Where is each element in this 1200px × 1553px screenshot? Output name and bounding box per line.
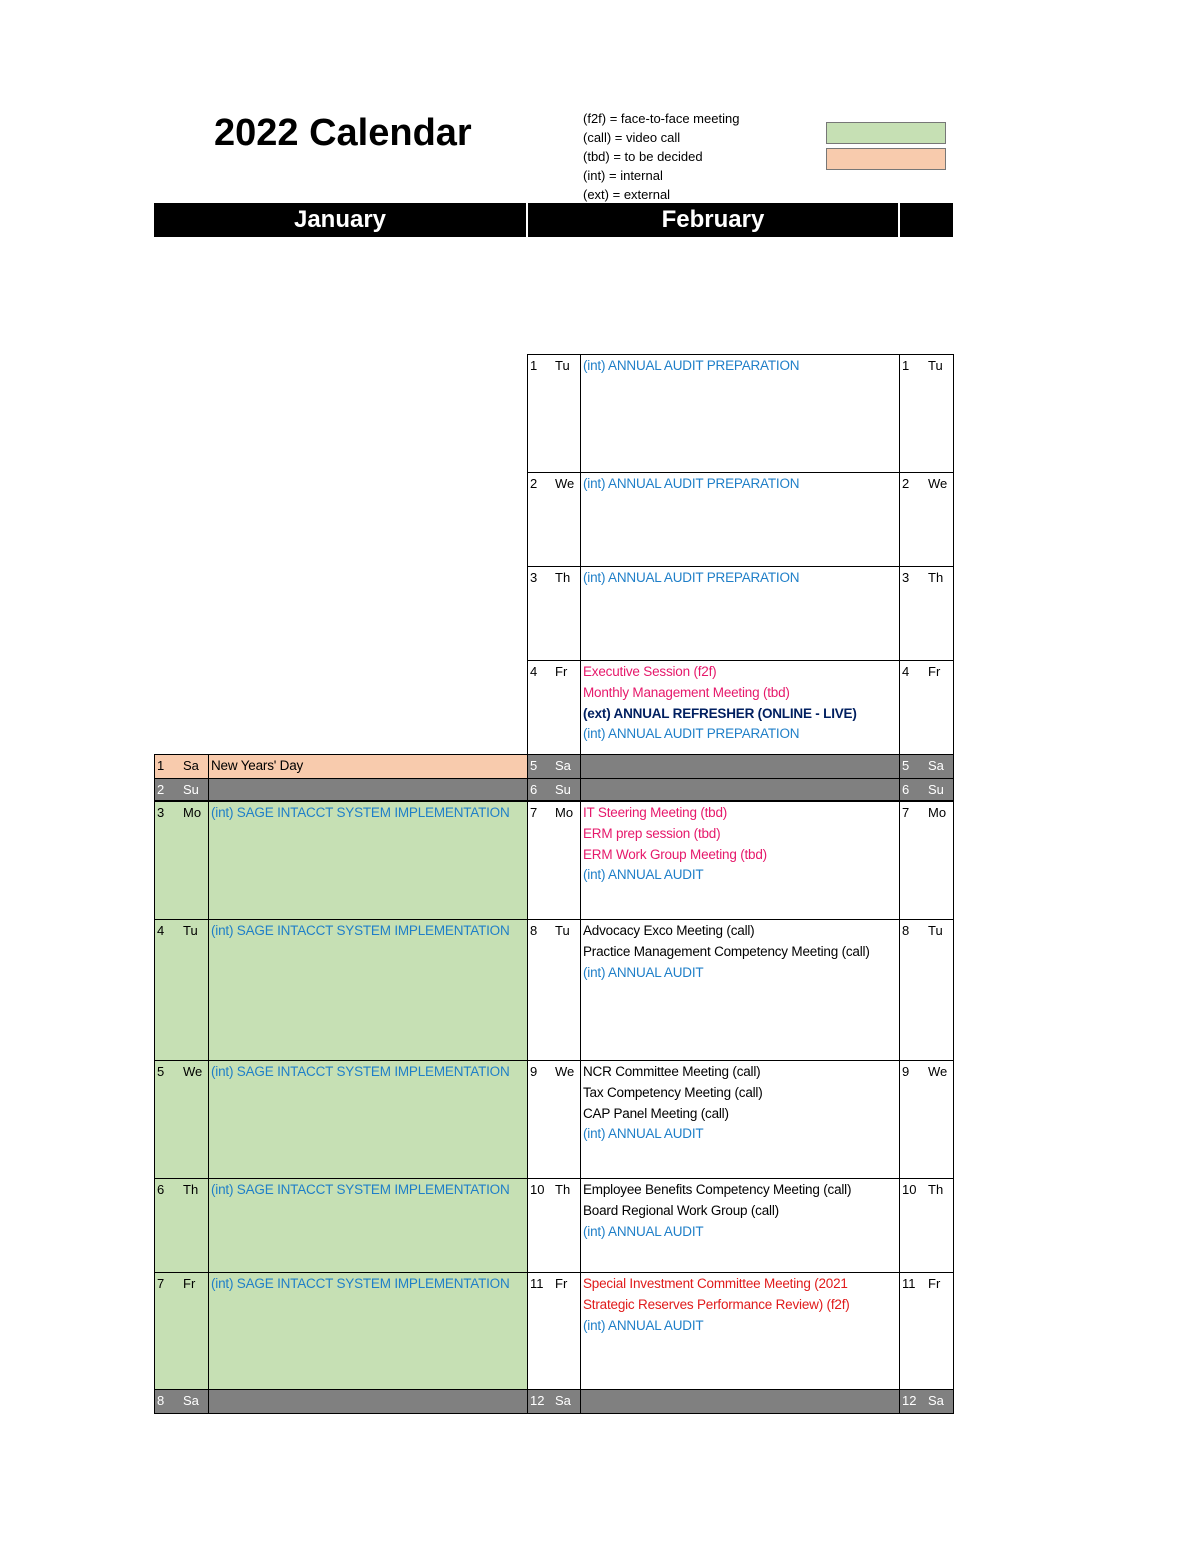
february-day-events-cell bbox=[580, 1060, 900, 1179]
february-day-number-cell bbox=[527, 778, 581, 801]
february-event: (int) ANNUAL AUDIT bbox=[583, 867, 704, 883]
february-day-events-cell bbox=[580, 354, 900, 473]
march-day-number-cell bbox=[899, 472, 954, 567]
february-day-of-week: Tu bbox=[555, 358, 570, 373]
february-day-of-week: Fr bbox=[555, 1276, 568, 1291]
january-day-of-week: Th bbox=[183, 1182, 199, 1197]
february-day-number: 4 bbox=[530, 664, 538, 679]
february-event: ERM Work Group Meeting (tbd) bbox=[583, 846, 767, 862]
february-event: Special Investment Committee Meeting (2021 bbox=[583, 1276, 848, 1291]
february-day-of-week: Th bbox=[555, 570, 571, 585]
legend-f2f: (f2f) = face-to-face meeting bbox=[583, 111, 740, 126]
february-day-events-cell bbox=[580, 566, 900, 661]
february-day-number-cell bbox=[527, 566, 581, 661]
february-day-of-week: Mo bbox=[555, 805, 574, 820]
january-event: New Years' Day bbox=[211, 758, 304, 773]
february-event: (int) ANNUAL AUDIT PREPARATION bbox=[583, 358, 800, 373]
march-day-of-week: Su bbox=[928, 782, 944, 797]
march-day-number-cell bbox=[899, 1060, 954, 1179]
february-event: IT Steering Meeting (tbd) bbox=[583, 805, 728, 820]
february-day-number-cell bbox=[527, 754, 581, 779]
february-day-of-week: Fr bbox=[555, 664, 568, 679]
march-day-number: 2 bbox=[902, 476, 910, 491]
january-day-number-cell bbox=[154, 801, 209, 920]
march-day-number-cell bbox=[899, 1389, 954, 1414]
march-day-number: 1 bbox=[902, 358, 910, 373]
january-event: (int) SAGE INTACCT SYSTEM IMPLEMENTATION bbox=[211, 1064, 510, 1079]
february-day-events-cell bbox=[580, 1272, 900, 1390]
march-day-number: 7 bbox=[902, 805, 910, 820]
march-day-of-week: Sa bbox=[928, 758, 944, 773]
february-day-of-week: Su bbox=[555, 782, 571, 797]
february-event: (int) ANNUAL AUDIT PREPARATION bbox=[583, 726, 800, 742]
january-day-number-cell bbox=[154, 1389, 209, 1414]
february-day-events-cell bbox=[580, 801, 900, 920]
february-event: ERM prep session (tbd) bbox=[583, 825, 721, 841]
march-day-of-week: Tu bbox=[928, 358, 943, 373]
march-day-number: 6 bbox=[902, 782, 910, 797]
january-event: (int) SAGE INTACCT SYSTEM IMPLEMENTATION bbox=[211, 1276, 510, 1291]
legend-peach-swatch bbox=[826, 148, 946, 170]
february-event: Practice Management Competency Meeting (call) bbox=[583, 943, 870, 959]
february-event: Employee Benefits Competency Meeting (call) bbox=[583, 1182, 852, 1197]
february-day-of-week: Th bbox=[555, 1182, 571, 1197]
january-day-number: 2 bbox=[157, 782, 165, 797]
january-event: (int) SAGE INTACCT SYSTEM IMPLEMENTATION bbox=[211, 805, 510, 820]
february-day-number: 2 bbox=[530, 476, 538, 491]
january-day-number: 5 bbox=[157, 1064, 165, 1079]
month-header-february: February bbox=[528, 203, 898, 237]
march-day-of-week: Sa bbox=[928, 1393, 944, 1408]
march-day-number-cell bbox=[899, 1178, 954, 1273]
january-day-number: 1 bbox=[157, 758, 165, 773]
january-day-number: 8 bbox=[157, 1393, 165, 1408]
february-day-number-cell bbox=[527, 1389, 581, 1414]
january-day-events-cell bbox=[208, 1389, 528, 1414]
january-day-number-cell bbox=[154, 919, 209, 1061]
march-day-of-week: Th bbox=[928, 1182, 944, 1197]
february-day-number: 10 bbox=[530, 1182, 545, 1197]
march-day-number: 8 bbox=[902, 923, 910, 938]
february-day-of-week: We bbox=[555, 1064, 575, 1079]
february-event: (int) ANNUAL AUDIT PREPARATION bbox=[583, 476, 800, 491]
february-event: Strategic Reserves Performance Review) (f2f) bbox=[583, 1296, 850, 1312]
january-day-number: 3 bbox=[157, 805, 165, 820]
march-day-number-cell bbox=[899, 1272, 954, 1390]
january-day-events-cell bbox=[208, 1060, 528, 1179]
february-day-of-week: Sa bbox=[555, 758, 571, 773]
month-header-march bbox=[900, 203, 953, 237]
march-day-number-cell bbox=[899, 354, 954, 473]
february-event: NCR Committee Meeting (call) bbox=[583, 1064, 761, 1079]
february-day-events-cell bbox=[580, 919, 900, 1061]
february-event: CAP Panel Meeting (call) bbox=[583, 1105, 729, 1121]
page-title: 2022 Calendar bbox=[214, 112, 472, 154]
february-event: Board Regional Work Group (call) bbox=[583, 1202, 779, 1218]
march-day-number: 3 bbox=[902, 570, 910, 585]
march-day-number: 10 bbox=[902, 1182, 917, 1197]
march-day-number-cell bbox=[899, 801, 954, 920]
january-day-of-week: Su bbox=[183, 782, 199, 797]
march-day-number-cell bbox=[899, 660, 954, 755]
january-day-number: 4 bbox=[157, 923, 165, 938]
january-day-events-cell bbox=[208, 754, 528, 779]
february-day-number: 8 bbox=[530, 923, 538, 938]
february-event: (int) ANNUAL AUDIT bbox=[583, 1126, 704, 1142]
january-day-events-cell bbox=[208, 778, 528, 801]
january-day-events-cell bbox=[208, 1178, 528, 1273]
february-day-events-cell bbox=[580, 1389, 900, 1414]
january-day-events-cell bbox=[208, 801, 528, 920]
february-event: (int) ANNUAL AUDIT PREPARATION bbox=[583, 570, 800, 585]
january-event: (int) SAGE INTACCT SYSTEM IMPLEMENTATION bbox=[211, 923, 510, 938]
february-event: (ext) ANNUAL REFRESHER (ONLINE - LIVE) bbox=[583, 705, 857, 721]
february-day-number: 9 bbox=[530, 1064, 538, 1079]
january-day-number-cell bbox=[154, 754, 209, 779]
february-day-events-cell bbox=[580, 1178, 900, 1273]
february-event: Monthly Management Meeting (tbd) bbox=[583, 684, 790, 700]
march-day-of-week: We bbox=[928, 1064, 948, 1079]
january-day-events-cell bbox=[208, 1272, 528, 1390]
february-day-number: 3 bbox=[530, 570, 538, 585]
february-day-number-cell bbox=[527, 1178, 581, 1273]
january-day-of-week: Fr bbox=[183, 1276, 196, 1291]
january-day-of-week: Mo bbox=[183, 805, 202, 820]
february-day-number: 6 bbox=[530, 782, 538, 797]
february-day-events-cell bbox=[580, 778, 900, 801]
february-event: (int) ANNUAL AUDIT bbox=[583, 964, 704, 980]
february-day-number-cell bbox=[527, 919, 581, 1061]
february-day-number: 12 bbox=[530, 1393, 545, 1408]
march-day-number-cell bbox=[899, 919, 954, 1061]
january-day-number: 6 bbox=[157, 1182, 165, 1197]
january-day-of-week: Tu bbox=[183, 923, 198, 938]
march-day-number-cell bbox=[899, 778, 954, 801]
march-day-number: 12 bbox=[902, 1393, 917, 1408]
february-day-events-cell bbox=[580, 754, 900, 779]
february-day-of-week: Sa bbox=[555, 1393, 571, 1408]
march-day-number-cell bbox=[899, 754, 954, 779]
march-day-of-week: Mo bbox=[928, 805, 947, 820]
february-day-number-cell bbox=[527, 1272, 581, 1390]
january-day-number-cell bbox=[154, 1272, 209, 1390]
february-day-number-cell bbox=[527, 801, 581, 920]
january-day-of-week: We bbox=[183, 1064, 203, 1079]
january-day-number-cell bbox=[154, 1060, 209, 1179]
march-day-number: 5 bbox=[902, 758, 910, 773]
february-day-number-cell bbox=[527, 660, 581, 755]
march-day-number: 9 bbox=[902, 1064, 910, 1079]
january-day-number: 7 bbox=[157, 1276, 165, 1291]
march-day-of-week: We bbox=[928, 476, 948, 491]
january-event: (int) SAGE INTACCT SYSTEM IMPLEMENTATION bbox=[211, 1182, 510, 1197]
february-event: Executive Session (f2f) bbox=[583, 664, 717, 679]
march-day-of-week: Fr bbox=[928, 664, 941, 679]
february-day-number: 11 bbox=[530, 1276, 544, 1291]
january-day-number-cell bbox=[154, 1178, 209, 1273]
february-event: (int) ANNUAL AUDIT bbox=[583, 1317, 704, 1333]
february-day-number-cell bbox=[527, 472, 581, 567]
february-day-number-cell bbox=[527, 354, 581, 473]
legend-call: (call) = video call bbox=[583, 130, 681, 145]
february-day-events-cell bbox=[580, 472, 900, 567]
february-day-number-cell bbox=[527, 1060, 581, 1179]
february-day-events-cell bbox=[580, 660, 900, 755]
january-day-of-week: Sa bbox=[183, 1393, 199, 1408]
january-day-events-cell bbox=[208, 919, 528, 1061]
march-day-number: 11 bbox=[902, 1276, 916, 1291]
february-day-of-week: We bbox=[555, 476, 575, 491]
february-day-of-week: Tu bbox=[555, 923, 570, 938]
february-day-number: 7 bbox=[530, 805, 538, 820]
month-header-january: January bbox=[154, 203, 526, 237]
legend-int: (int) = internal bbox=[583, 168, 663, 183]
legend-green-swatch bbox=[826, 122, 946, 144]
legend-ext: (ext) = external bbox=[583, 187, 671, 202]
february-event: Tax Competency Meeting (call) bbox=[583, 1084, 763, 1100]
february-event: Advocacy Exco Meeting (call) bbox=[583, 923, 755, 938]
march-day-number: 4 bbox=[902, 664, 910, 679]
february-event: (int) ANNUAL AUDIT bbox=[583, 1223, 704, 1239]
march-day-number-cell bbox=[899, 566, 954, 661]
january-day-number-cell bbox=[154, 778, 209, 801]
january-day-of-week: Sa bbox=[183, 758, 199, 773]
legend-tbd: (tbd) = to be decided bbox=[583, 149, 703, 164]
march-day-of-week: Th bbox=[928, 570, 944, 585]
march-day-of-week: Fr bbox=[928, 1276, 941, 1291]
march-day-of-week: Tu bbox=[928, 923, 943, 938]
february-day-number: 5 bbox=[530, 758, 538, 773]
february-day-number: 1 bbox=[530, 358, 538, 373]
